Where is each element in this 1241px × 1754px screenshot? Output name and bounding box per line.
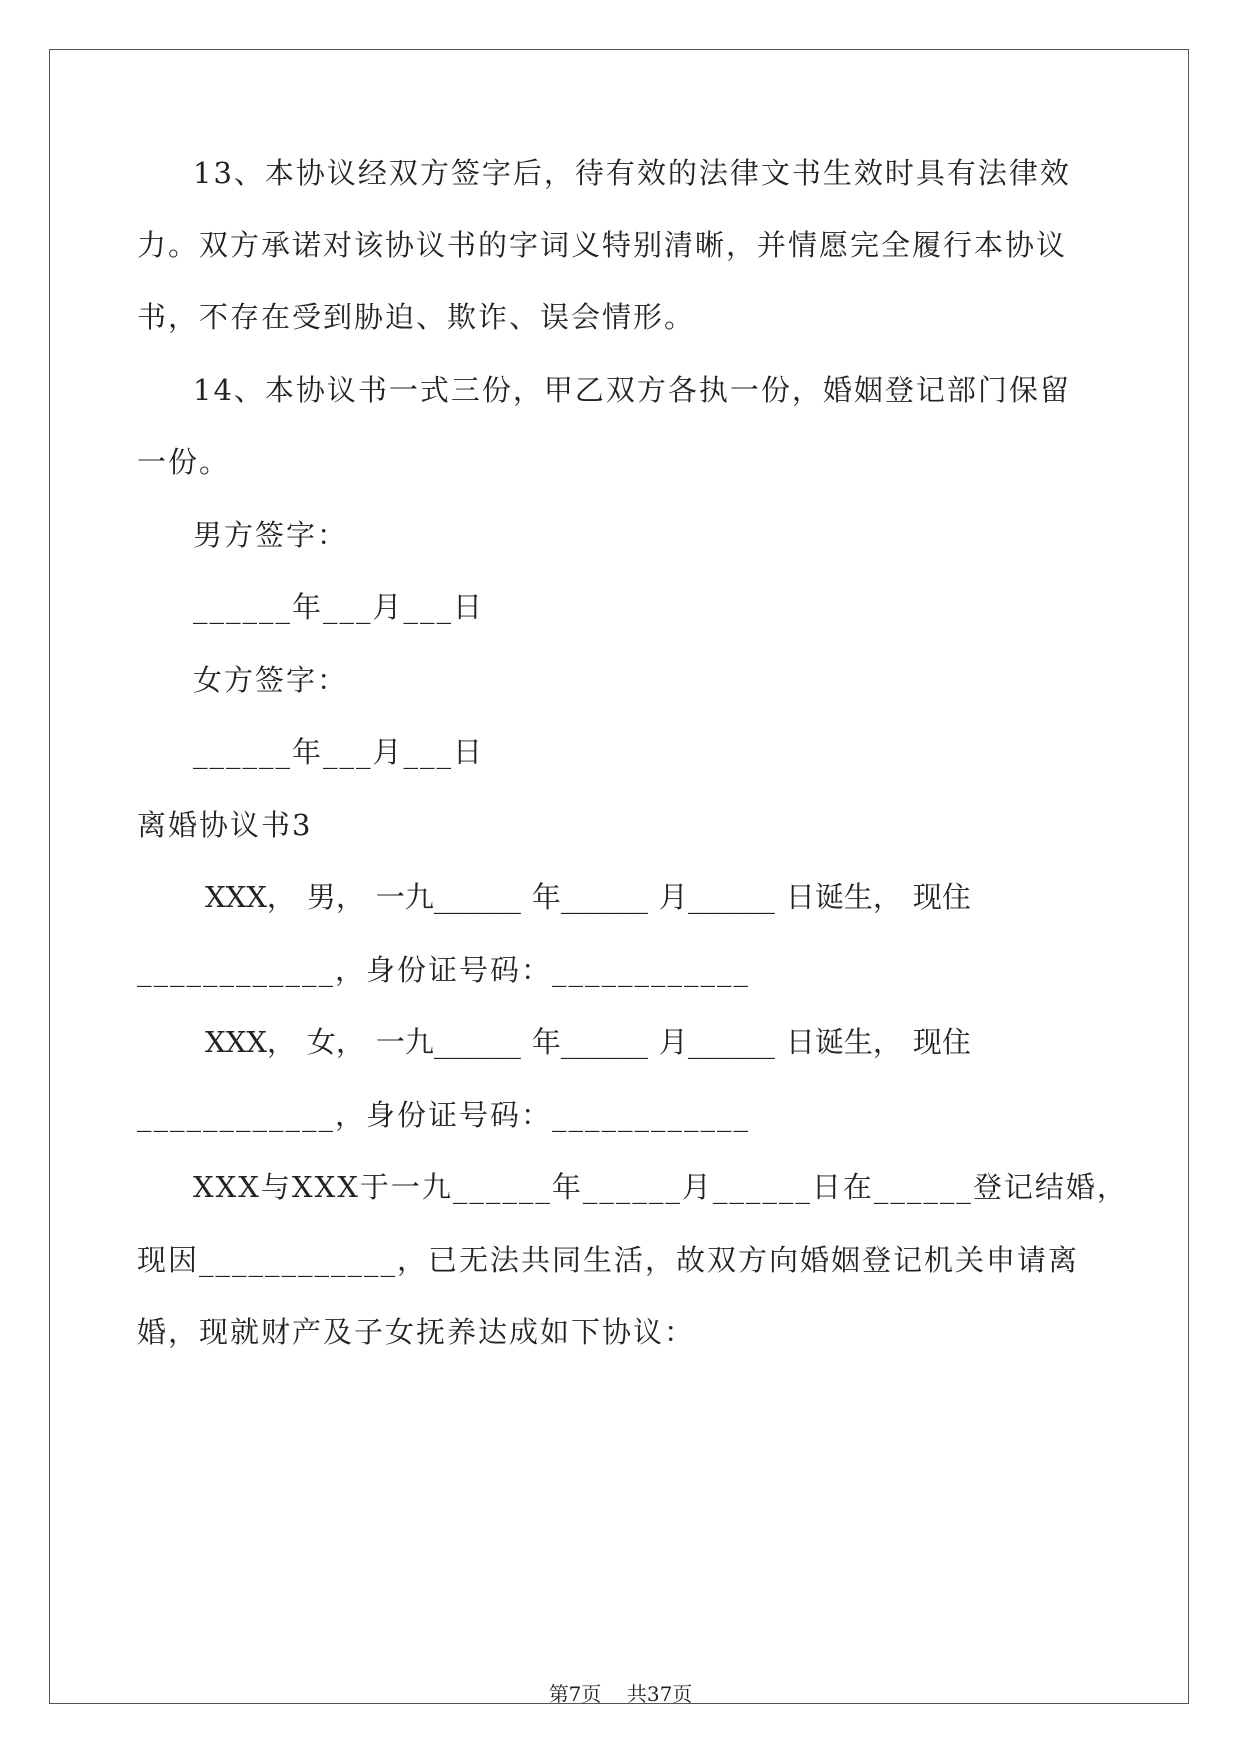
female-signature-label: 女方签字：: [193, 663, 349, 697]
man-intro-part: 现住: [912, 880, 971, 914]
page-total: 共37页: [626, 1682, 693, 1706]
man-intro-part: XXX，: [205, 880, 296, 914]
man-intro-part: 年______: [531, 880, 648, 914]
male-date-line: ______年___月___日: [193, 590, 485, 624]
man-intro-line-1: [205, 877, 971, 917]
clause-14-line-2: 一份。: [137, 445, 231, 479]
man-intro-part: 一九______: [375, 880, 521, 914]
man-intro-part: 月______: [658, 880, 775, 914]
female-date-line: ______年___月___日: [193, 735, 485, 769]
clause-13-line-2: 力。双方承诺对该协议书的字词义特别清晰，并情愿完全履行本协议: [137, 228, 1068, 262]
page-footer: [0, 1681, 1241, 1707]
woman-intro-line-2: ____________，身份证号码：____________: [137, 1098, 751, 1132]
woman-intro-part: 一九______: [375, 1025, 521, 1059]
clause-13-line-1: 13、本协议经双方签字后，待有效的法律文书生效时具有法律效: [193, 156, 1071, 190]
woman-intro-part: 年______: [531, 1025, 648, 1059]
marriage-line-3: 婚，现就财产及子女抚养达成如下协议：: [137, 1315, 696, 1349]
woman-intro-part: 女，: [306, 1025, 365, 1059]
male-signature-label: 男方签字：: [193, 518, 349, 552]
woman-intro-part: XXX，: [205, 1025, 296, 1059]
woman-intro-part: 日诞生，: [785, 1025, 902, 1059]
woman-intro-line-1: [205, 1022, 971, 1062]
man-intro-part: 男，: [306, 880, 365, 914]
woman-intro-part: 现住: [912, 1025, 971, 1059]
man-intro-line-2: ____________，身份证号码：____________: [137, 953, 751, 987]
man-intro-part: 日诞生，: [785, 880, 902, 914]
clause-14-line-1: 14、本协议书一式三份，甲乙双方各执一份，婚姻登记部门保留: [193, 373, 1071, 407]
page-number: 第7页: [548, 1682, 602, 1706]
marriage-line-1: XXX与XXX于一九______年______月______日在______登记结婚，: [193, 1170, 1128, 1204]
woman-intro-part: 月______: [658, 1025, 775, 1059]
section-title: 离婚协议书3: [137, 808, 313, 842]
clause-13-line-3: 书，不存在受到胁迫、欺诈、误会情形。: [137, 300, 696, 334]
marriage-line-2: 现因____________，已无法共同生活，故双方向婚姻登记机关申请离: [137, 1243, 1080, 1277]
